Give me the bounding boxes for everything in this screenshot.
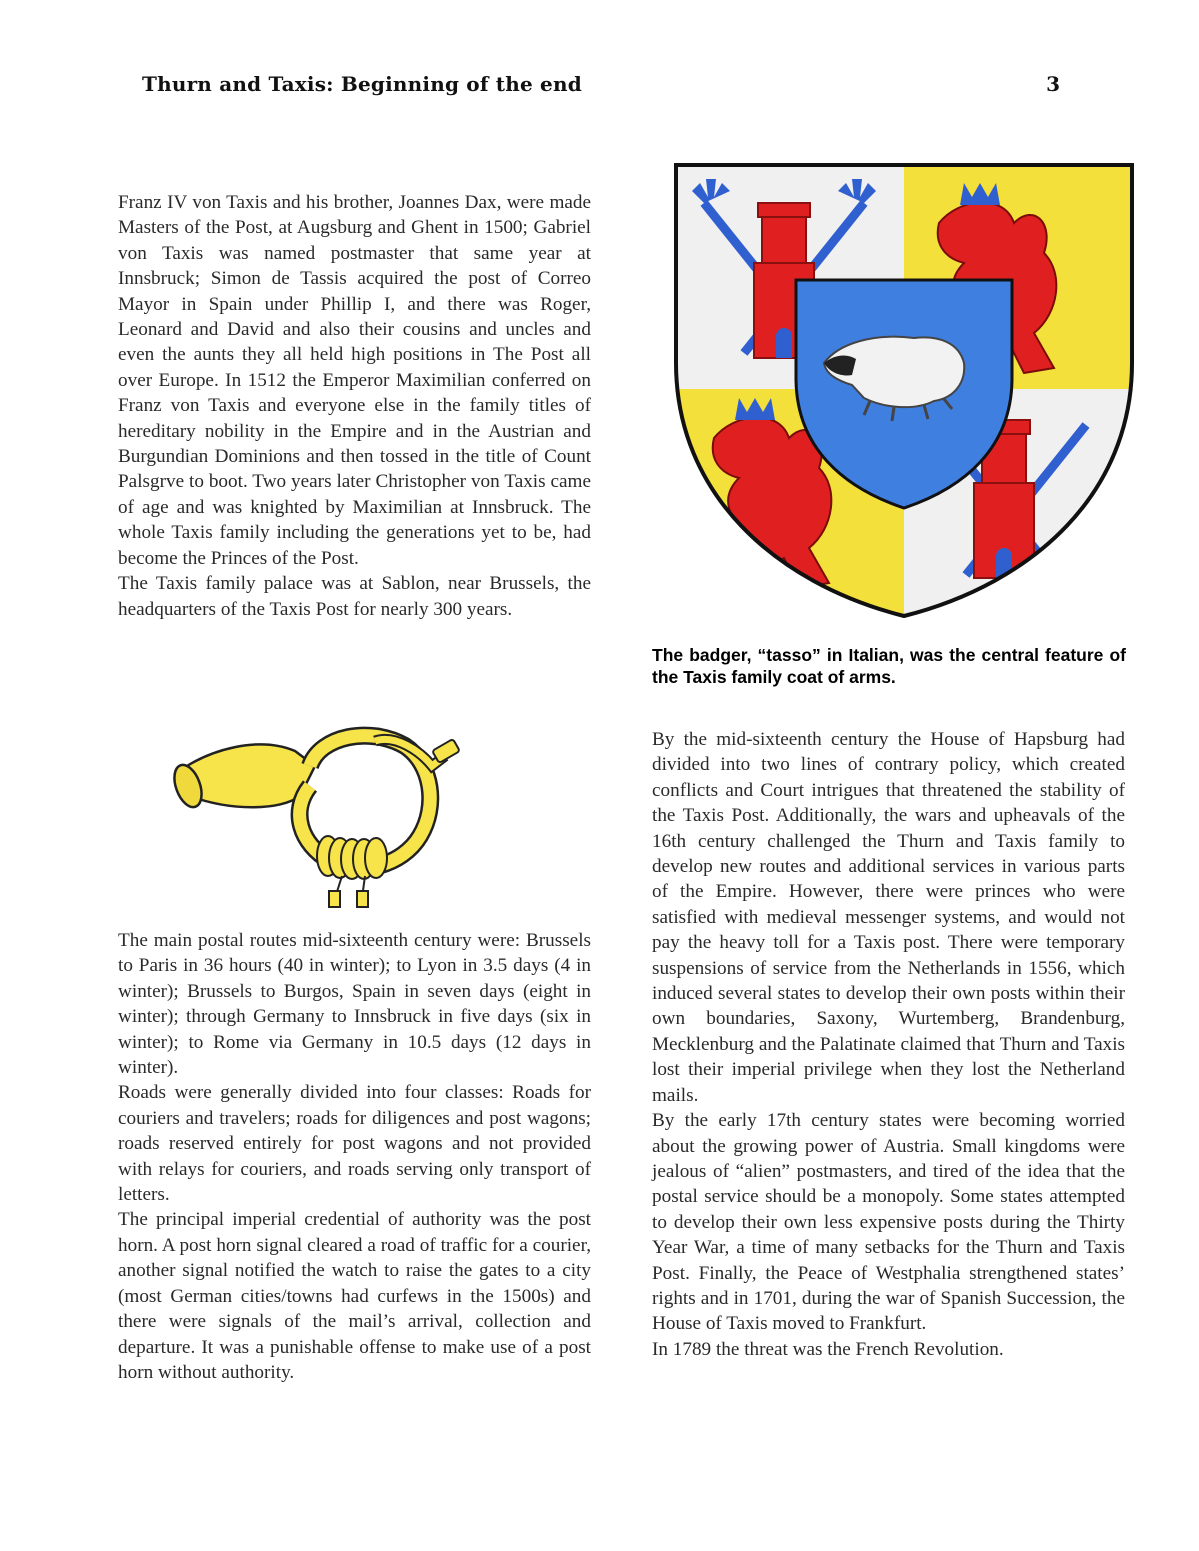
left-column-bottom bbox=[118, 928, 591, 1385]
left-column-top bbox=[118, 190, 591, 622]
post-horn-image bbox=[170, 726, 470, 910]
paragraph: Franz IV von Taxis and his brother, Joannes Dax, were made Masters of the Post, at Augsburg and Ghent in 1500; Gabriel von Taxis was named postmaster that same year at Innsbruck; Simon de Tassis acquired the post of Correo Mayor in Spain under Phillip I, and there was Roger, Leonard and David and also their cousins and uncles and even the aunts they all held high positions in The Post all over Europe. In 1512 the Emperor Maximilian conferred on Franz von Taxis and everyone else in the family titles of hereditary nobility in the Empire and in the Austrian and Burgundian Dominions and then tossed in the title of Count Palsgrve to boot. Two years later Christopher von Taxis came of age and was knighted by Maximilian at Innsbruck. The whole Taxis family including the generations yet to be, had become the Princes of the Post. bbox=[118, 192, 591, 569]
right-column bbox=[652, 727, 1125, 1362]
paragraph: Roads were generally divided into four classes: Roads for couriers and travelers; roads for diligences and post wagons; roads reserved entirely for post wagons and not provided with relays for couriers, and roads serving only transport of letters. bbox=[118, 1082, 591, 1206]
paragraph: By the mid-sixteenth century the House of Hapsburg had divided into two lines of contrary policy, which created conflicts and Court intrigues that threatened the stability of the Taxis Post. Additionally, the wars and upheavals of the 16th century challenged the Thurn and Taxis family to develop new routes and additional services in various parts of the Empire. However, there were princes who were satisfied with medieval messenger systems, and would not pay the heavy toll for a Taxis post. There were temporary suspensions of service from the Netherlands in 1556, which induced several states to develop their own posts within their own boundaries, Saxony, Wurtemberg, Brandenburg, Mecklenburg and the Palatinate claimed that Thurn and Taxis lost their imperial privilege when they lost the Netherland mails. bbox=[652, 729, 1125, 1106]
paragraph: The main postal routes mid-sixteenth century were: Brussels to Paris in 36 hours (40 in winter); to Lyon in 3.5 days (4 in winter); Brussels to Burgos, Spain in seven days (eight in winter); through Germany to Innsbruck in five days (six in winter); to Rome via Germany in 10.5 days (12 days in winter). bbox=[118, 930, 591, 1079]
paragraph: By the early 17th century states were becoming worried about the growing power of Austria. Small kingdoms were jealous of “alien” postmasters, and tired of the idea that the postal service should be a monopoly. Some states attempted to develop their own less expensive posts during the Thirty Year War, a time of many setbacks for the Thurn and Taxis Post. Finally, the Peace of Westphalia strengthened states’ rights and in 1701, during the war of Spanish Succession, the House of Taxis moved to Frankfurt. bbox=[652, 1110, 1125, 1335]
page-title: Thurn and Taxis: Beginning of the end bbox=[142, 72, 582, 96]
paragraph: The principal imperial credential of authority was the post horn. A post horn signal cleared a road of traffic for a courier, another signal notified the watch to raise the gates to a city (most German cities/towns had curfews in the 1500s) and there were signals of the mail’s arrival, collection and departure. It was a punishable offense to make use of a post horn without authority. bbox=[118, 1209, 591, 1383]
image-caption: The badger, “tasso” in Italian, was the central feature of the Taxis family coat of arms. bbox=[652, 645, 1126, 687]
page-number: 3 bbox=[1046, 72, 1060, 96]
paragraph: The Taxis family palace was at Sablon, near Brussels, the headquarters of the Taxis Post for nearly 300 years. bbox=[118, 573, 591, 620]
coat-of-arms-image bbox=[674, 163, 1134, 618]
paragraph: In 1789 the threat was the French Revolution. bbox=[652, 1338, 1004, 1360]
page-header bbox=[142, 72, 1060, 100]
